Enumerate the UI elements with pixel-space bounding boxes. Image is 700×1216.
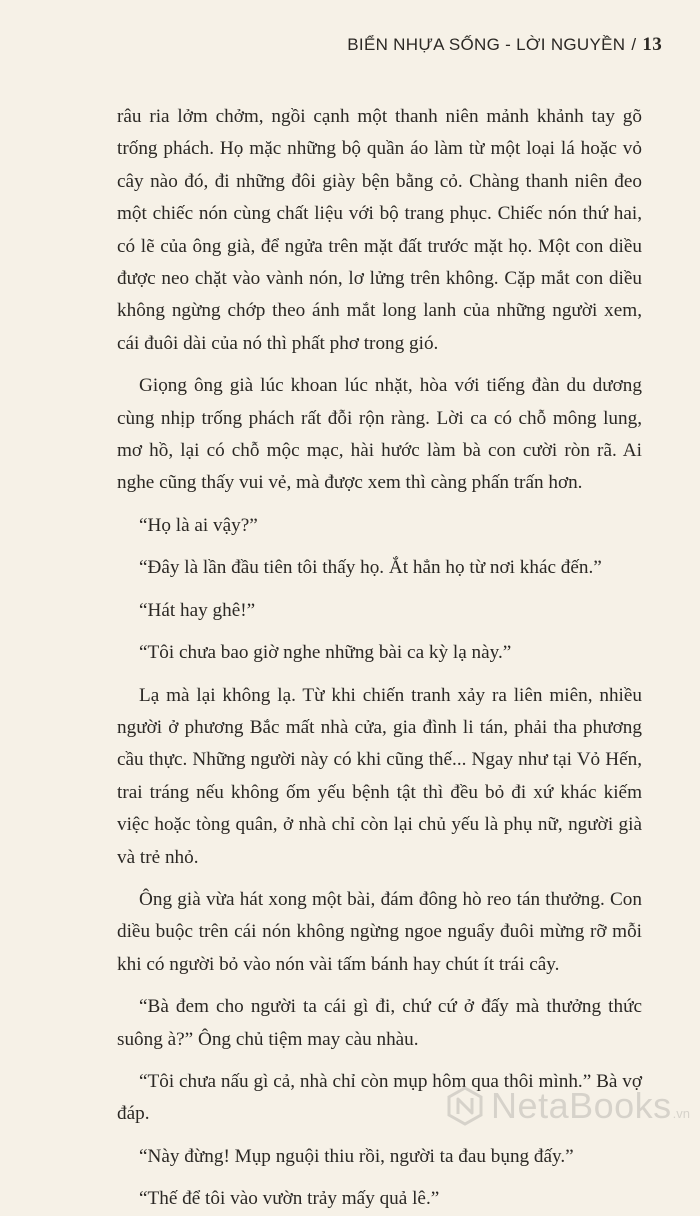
dialogue-line-1: “Họ là ai vậy?” bbox=[139, 514, 258, 536]
page-number: 13 bbox=[642, 34, 662, 55]
paragraph-3: Lạ mà lại không lạ. Từ khi chiến tranh xảy ra liên miên, nhiều người ở phương Bắc mất nhà cửa, gia đình li tán, phải tha phương cầu thực. Những người này có khi cũng thế... Ngay như tại Vỏ Hến, trai tráng nếu không ốm yếu bệnh tật thì đều bỏ đi xứ khác kiếm việc hoặc tòng quân, ở nhà chỉ còn lại chủ yếu là phụ nữ, người già và trẻ nhỏ. bbox=[117, 684, 642, 868]
dialogue-line-7: “Này đừng! Mụp nguội thiu rồi, người ta đau bụng đấy.” bbox=[139, 1145, 574, 1167]
dialogue-line-3: “Hát hay ghê!” bbox=[139, 599, 256, 621]
paragraph-2: Giọng ông già lúc khoan lúc nhặt, hòa với tiếng đàn du dương cùng nhịp trống phách rất đỗi rộn ràng. Lời ca có chỗ mông lung, mơ hồ, lại có chỗ mộc mạc, hài hước làm bà con cười ròn rã. Ai nghe cũng thấy vui vẻ, mà được xem thì càng phấn trấn hơn. bbox=[117, 375, 642, 494]
watermark bbox=[445, 1085, 690, 1127]
watermark-suffix: .vn bbox=[672, 1106, 690, 1121]
header-title: BIỂN NHỰA SỐNG - LỜI NGUYỀN bbox=[347, 35, 626, 54]
dialogue-line-6: “Tôi chưa nấu gì cả, nhà chỉ còn mụp hôm qua thôi mình.” Bà vợ đáp. bbox=[117, 1070, 642, 1125]
paragraph-4: Ông già vừa hát xong một bài, đám đông hò reo tán thưởng. Con diều buộc trên cái nón không ngừng ngoe nguẩy đuôi mừng rỡ mỗi khi có người bỏ vào nón vài tấm bánh hay chút ít trái cây. bbox=[117, 888, 642, 975]
running-header bbox=[347, 34, 662, 56]
header-separator: / bbox=[631, 35, 637, 54]
netabooks-logo-icon bbox=[445, 1086, 485, 1126]
dialogue-line-5: “Bà đem cho người ta cái gì đi, chứ cứ ở đấy mà thưởng thức suông à?” Ông chủ tiệm may càu nhàu. bbox=[117, 996, 642, 1050]
dialogue-line-2: “Đây là lần đầu tiên tôi thấy họ. Ắt hẳn họ từ nơi khác đến.” bbox=[139, 557, 602, 579]
paragraph-1: râu ria lởm chởm, ngồi cạnh một thanh niên mảnh khảnh tay gõ trống phách. Họ mặc những bộ quần áo làm từ một loại lá hoặc vỏ cây nào đó, đi những đôi giày bện bằng cỏ. Chàng thanh niên đeo một chiếc nón cùng chất liệu với bộ trang phục. Chiếc nón thứ hai, có lẽ của ông già, để ngửa trên mặt đất trước mặt họ. Một con diều được neo chặt vào vành nón, lơ lửng trên không. Cặp mắt con diều không ngừng chớp theo ánh mắt long lanh của những người xem, cái đuôi dài của nó thì phất phơ trong gió. bbox=[117, 106, 642, 354]
dialogue-line-8: “Thế để tôi vào vườn trảy mấy quả lê.” bbox=[139, 1188, 440, 1210]
dialogue-line-4: “Tôi chưa bao giờ nghe những bài ca kỳ lạ này.” bbox=[139, 642, 512, 664]
body-text bbox=[117, 101, 642, 1216]
watermark-brand: NetaBooks bbox=[491, 1085, 672, 1126]
